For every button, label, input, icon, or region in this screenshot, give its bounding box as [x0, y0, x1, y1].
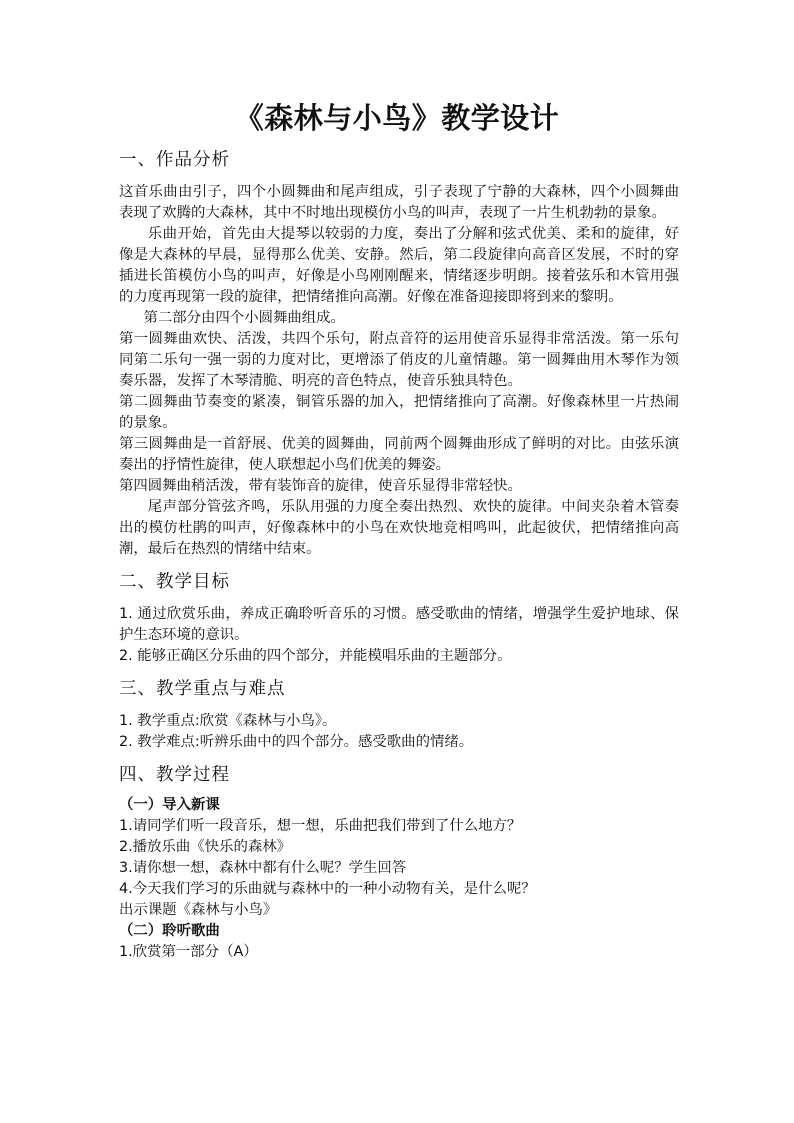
list-item: 1.欣赏第一部分（A） — [119, 944, 258, 960]
document-title: 《森林与小鸟》教学设计 — [234, 101, 560, 135]
paragraph: 第三圆舞曲是一首舒展、优美的圆舞曲，同前两个圆舞曲形成了鲜明的对比。由弦乐演奏出的抒情性旋律，使人联想起小鸟们优美的舞姿。 — [119, 436, 679, 473]
list-item: 2. 教学难点:听辨乐曲中的四个部分。感受歌曲的情绪。 — [119, 734, 474, 750]
list-item: 1. 教学重点:欣赏《森林与小鸟》。 — [119, 713, 337, 729]
subsection-heading-listening: （二）聆听歌曲 — [119, 923, 220, 939]
list-item: 出示课题《森林与小鸟》 — [119, 902, 278, 918]
subsection-heading-intro: （一）导入新课 — [119, 797, 220, 813]
list-item: 2. 能够正确区分乐曲的四个部分，并能模唱乐曲的主题部分。 — [119, 648, 512, 664]
paragraph: 乐曲开始，首先由大提琴以较弱的力度，奏出了分解和弦式优美、柔和的旋律，好像是大森林的早晨，显得那么优美、安静。然后，第二段旋律向高音区发展，不时的穿插进长笛模仿小鸟的叫声，好像是小鸟刚刚醒来，情绪逐步明朗。接着弦乐和木管用强的力度再现第一段的旋律，把情绪推向高潮。好像在准备迎接即将到来的黎明。 — [119, 226, 679, 305]
list-item: 2.播放乐曲《快乐的森林》 — [119, 839, 292, 855]
section-heading-process: 四、教学过程 — [119, 765, 230, 785]
list-item: 1.请同学们听一段音乐，想一想，乐曲把我们带到了什么地方？ — [119, 818, 522, 834]
section-heading-key-points: 三、教学重点与难点 — [119, 679, 286, 699]
paragraph: 这首乐曲由引子，四个小圆舞曲和尾声组成，引子表现了宁静的大森林，四个小圆舞曲表现了欢腾的大森林，其中不时地出现模仿小鸟的叫声，表现了一片生机勃勃的景象。 — [119, 184, 679, 221]
section-heading-analysis: 一、作品分析 — [119, 150, 230, 170]
document-body — [119, 148, 679, 963]
paragraph: 第四圆舞曲稍活泼，带有装饰音的旋律，使音乐显得非常轻快。 — [119, 478, 522, 494]
paragraph: 第二圆舞曲节奏变的紧凑，铜管乐器的加入，把情绪推向了高潮。好像森林里一片热闹的景象。 — [119, 394, 679, 431]
section-heading-objectives: 二、教学目标 — [119, 572, 230, 592]
paragraph: 第一圆舞曲欢快、活泼，共四个乐句，附点音符的运用使音乐显得非常活泼。第一乐句同第二乐句一强一弱的力度对比，更增添了俏皮的儿童情趣。第一圆舞曲用木琴作为领奏乐器，发挥了木琴清脆、明亮的音色特点，使音乐独具特色。 — [119, 331, 679, 389]
list-item: 4.今天我们学习的乐曲就与森林中的一种小动物有关，是什么呢？ — [119, 881, 536, 897]
paragraph: 第二部分由四个小圆舞曲组成。 — [143, 310, 345, 326]
list-item: 1. 通过欣赏乐曲，养成正确聆听音乐的习惯。感受歌曲的情绪，增强学生爱护地球、保护生态环境的意识。 — [119, 606, 679, 643]
paragraph: 尾声部分管弦齐鸣，乐队用强的力度全奏出热烈、欢快的旋律。中间夹杂着木管奏出的模仿杜鹃的叫声，好像森林中的小鸟在欢快地竞相鸣叫，此起彼伏，把情绪推向高潮，最后在热烈的情绪中结束。 — [119, 499, 679, 557]
list-item: 3.请你想一想，森林中都有什么呢？学生回答 — [119, 860, 407, 876]
